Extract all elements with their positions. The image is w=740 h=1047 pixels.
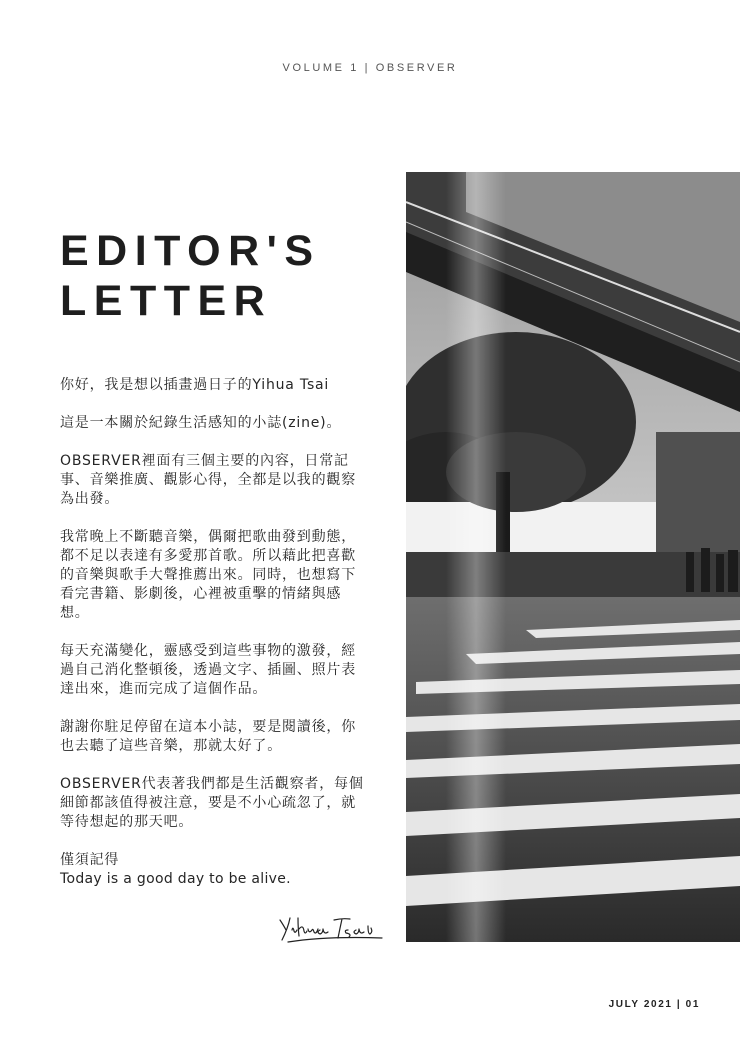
title-line-1: EDITOR'S [60,227,321,275]
handwritten-signature [276,912,386,946]
page-title [60,226,321,326]
letter-body [60,376,370,889]
letter-paragraph: 每天充滿變化，靈感受到這些事物的激發，經過自己消化整頓後，透過文字、插圖、照片表達出來，進而完成了這個作品。 [60,643,356,697]
closing-line-1: 僅須記得 [60,852,120,868]
letter-paragraph: 謝謝你駐足停留在這本小誌，要是閱讀後，你也去聽了這些音樂，那就太好了。 [60,719,356,754]
title-line-2: LETTER [60,277,273,325]
volume-header: VOLUME 1 | OBSERVER [282,62,458,74]
letter-paragraph: 我常晚上不斷聽音樂，偶爾把歌曲發到動態，都不足以表達有多愛那首歌。所以藉此把喜歡的音樂與歌手大聲推薦出來。同時，也想寫下看完書籍、影劇後，心裡被重擊的情緒與感想。 [60,529,356,621]
letter-closing [60,851,370,889]
closing-line-2: Today is a good day to be alive. [60,871,291,887]
street-crosswalk-photo [406,172,740,942]
letter-paragraph: OBSERVER裡面有三個主要的內容，日常記事、音樂推廣、觀影心得，全都是以我的觀察為出發。 [60,453,356,507]
page-footer: JULY 2021 | 01 [608,999,700,1010]
letter-paragraph: OBSERVER代表著我們都是生活觀察者，每個細節都該值得被注意，要是不小心疏忽了，就等待想起的那天吧。 [60,776,364,830]
letter-paragraph: 這是一本關於紀錄生活感知的小誌(zine)。 [60,415,342,431]
letter-paragraph: 你好，我是想以插畫過日子的Yihua Tsai [60,377,330,393]
